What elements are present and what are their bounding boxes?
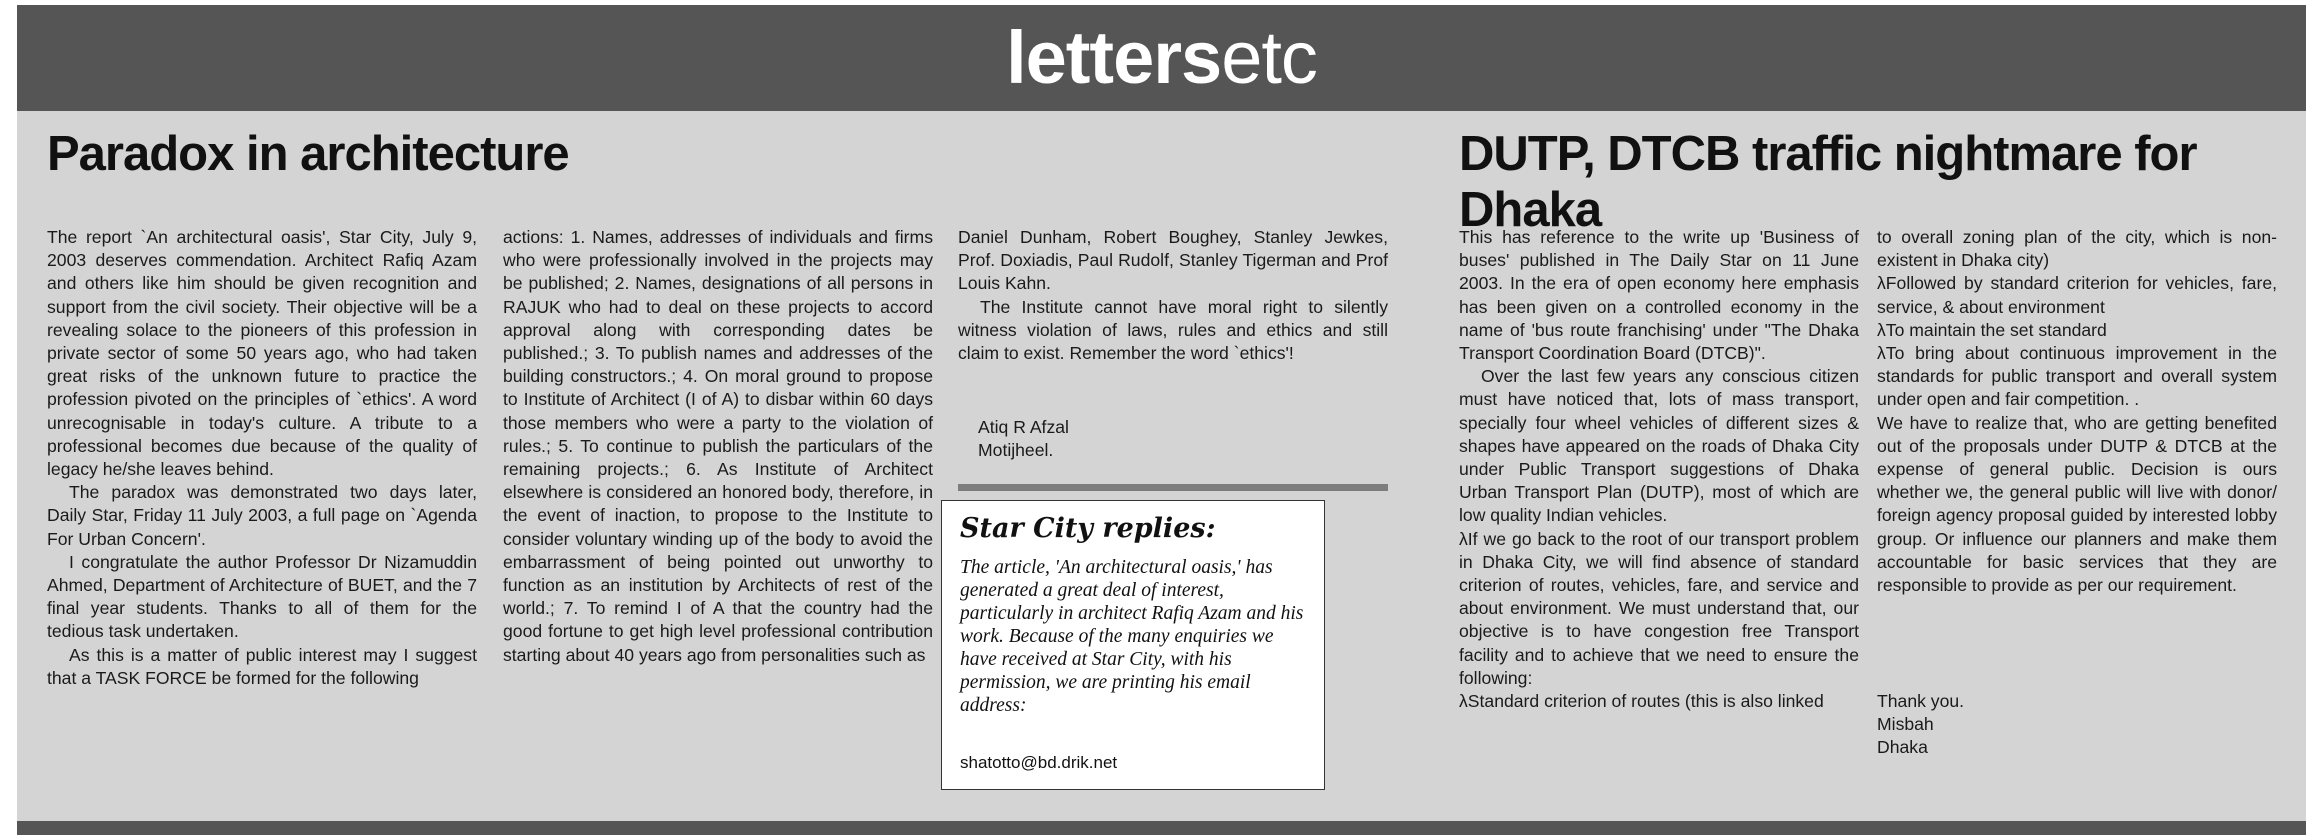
article-2-headline: DUTP, DTCB traffic nightmare for Dhaka xyxy=(1459,127,2197,237)
article-1-column-2 xyxy=(503,226,933,667)
article-1-column-1 xyxy=(47,226,477,690)
bullet-item: λIf we go back to the root of our transport problem in Dhaka City, we will find absence of standard criterion of routes, vehicles, fare, and service and about environment. We must understand that, our objective is to have congestion free Transport facility and to achieve that we need to ensure the following: xyxy=(1459,528,1859,688)
paragraph: The Institute cannot have moral right to silently witness violation of laws, rules and ethics and still claim to exist. Remember the word `ethics'! xyxy=(958,296,1388,364)
article-1-column-3 xyxy=(958,226,1388,365)
paragraph: The report `An architectural oasis', Star City, July 9, 2003 deserves commendation. Architect Rafiq Azam and others like him should be given recognition and support from the civil society. Their objective will be a revealing solace to the pioneers of this profession in private sector of some 50 years ago, who had taken great risks of the unknown future to practice the profession pivoted on the principles of `ethics'. A word unrecognisable in today's culture. A tribute to a professional becomes due because of the quality of legacy he/she leaves behind. xyxy=(47,227,477,480)
paragraph: I congratulate the author Professor Dr Nizamuddin Ahmed, Department of Architecture of BUET, and the 7 final year students. Thanks to all of them for the tedious task undertaken. xyxy=(47,551,477,642)
article-1-signature xyxy=(978,416,1278,462)
signature-thanks: Thank you. xyxy=(1877,691,1965,711)
paragraph: to overall zoning plan of the city, which is non-existent in Dhaka city) xyxy=(1877,227,2277,271)
article-2-signature xyxy=(1877,690,2177,760)
article-2-column-1 xyxy=(1459,226,1859,713)
paragraph: This has reference to the write up 'Business of buses' published in The Daily Star on 11 June 2003. In the era of open economy here emphasis has been given on a controlled economy in the name of 'bus route franchising' under "The Dhaka Transport Coordination Board (DTCB)". xyxy=(1459,227,1859,364)
paragraph: Daniel Dunham, Robert Boughey, Stanley Jewkes, Prof. Doxiadis, Paul Rudolf, Stanley Tigerman and Prof Louis Kahn. xyxy=(958,227,1388,294)
signature-name: Atiq R Afzal xyxy=(978,417,1069,437)
reply-body: The article, 'An architectural oasis,' has generated a great deal of interest, particularly in architect Rafiq Azam and his work. Because of the many enquiries we have received at Star City, with his permission, we are printing his email address: xyxy=(960,557,1304,716)
reply-title: Star City replies: xyxy=(960,513,1216,544)
paragraph: We have to realize that, who are getting benefited out of the proposals under DUTP & DTCB at the expense of general public. Decision is ours whether we, the general public will live with donor/ foreign agency proposal guided by interested lobby group. Or influence our planners and make them accountable for basic services that they are responsible to provide as per our requirement. xyxy=(1877,412,2277,596)
reply-email: shatotto@bd.drik.net xyxy=(960,753,1118,772)
signature-place: Motijheel. xyxy=(978,440,1054,461)
signature-name: Misbah xyxy=(1877,714,1934,735)
bottom-bar xyxy=(17,821,2306,835)
bullet-item: λTo maintain the set standard xyxy=(1877,319,2107,340)
logo-light-word: etc xyxy=(1221,16,1317,99)
divider-rule xyxy=(958,484,1388,491)
logo-bold-word: letters xyxy=(1006,16,1222,99)
paragraph: As this is a matter of public interest may I suggest that a TASK FORCE be formed for the following xyxy=(47,644,477,688)
bullet-item: λTo bring about continuous improvement in the standards for public transport and overall system under open and fair competition. . xyxy=(1877,343,2277,410)
signature-place: Dhaka xyxy=(1877,737,1928,758)
article-1-headline: Paradox in architecture xyxy=(47,127,569,181)
article-2-column-2 xyxy=(1877,226,2277,597)
paragraph: actions: 1. Names, addresses of individuals and firms who were professionally involved in the projects may be published; 2. Names, designations of all persons in RAJUK who had to deal on these projects to accord approval along with corresponding dates be published.; 3. To publish names and addresses of the building constructors.; 4. On moral ground to propose to Institute of Architect (I of A) to disbar within 60 days those members who were a party to the violation of rules.; 5. To continue to publish the particulars of the remaining projects.; 6. As Institute of Architect elsewhere is considered an honored body, therefore, in the event of inaction, to propose to the Institute to consider voluntary winding up of the body to avoid the embarrassment of being pointed out unworthy to function as an institution by Architects of rest of the world.; 7. To remind I of A that the country had the good fortune to get high level professional contribution starting about 40 years ago from personalities such as xyxy=(503,227,933,665)
masthead-banner xyxy=(17,5,2306,111)
paragraph: The paradox was demonstrated two days later, Daily Star, Friday 11 July 2003, a full page on `Agenda For Urban Concern'. xyxy=(47,482,477,549)
section-logo xyxy=(1006,16,1317,99)
bullet-item: λFollowed by standard criterion for vehicles, fare, service, & about environment xyxy=(1877,273,2277,317)
bullet-item: λStandard criterion of routes (this is also linked xyxy=(1459,691,1824,712)
paragraph: Over the last few years any conscious citizen must have noticed that, lots of mass transport, specially four wheel vehicles of different sizes & shapes have appeared on the roads of Dhaka City under Public Transport suggestions of Dhaka Urban Transport Plan (DUTP), most of which are low quality Indian vehicles. xyxy=(1459,366,1859,526)
reply-box xyxy=(941,500,1325,790)
